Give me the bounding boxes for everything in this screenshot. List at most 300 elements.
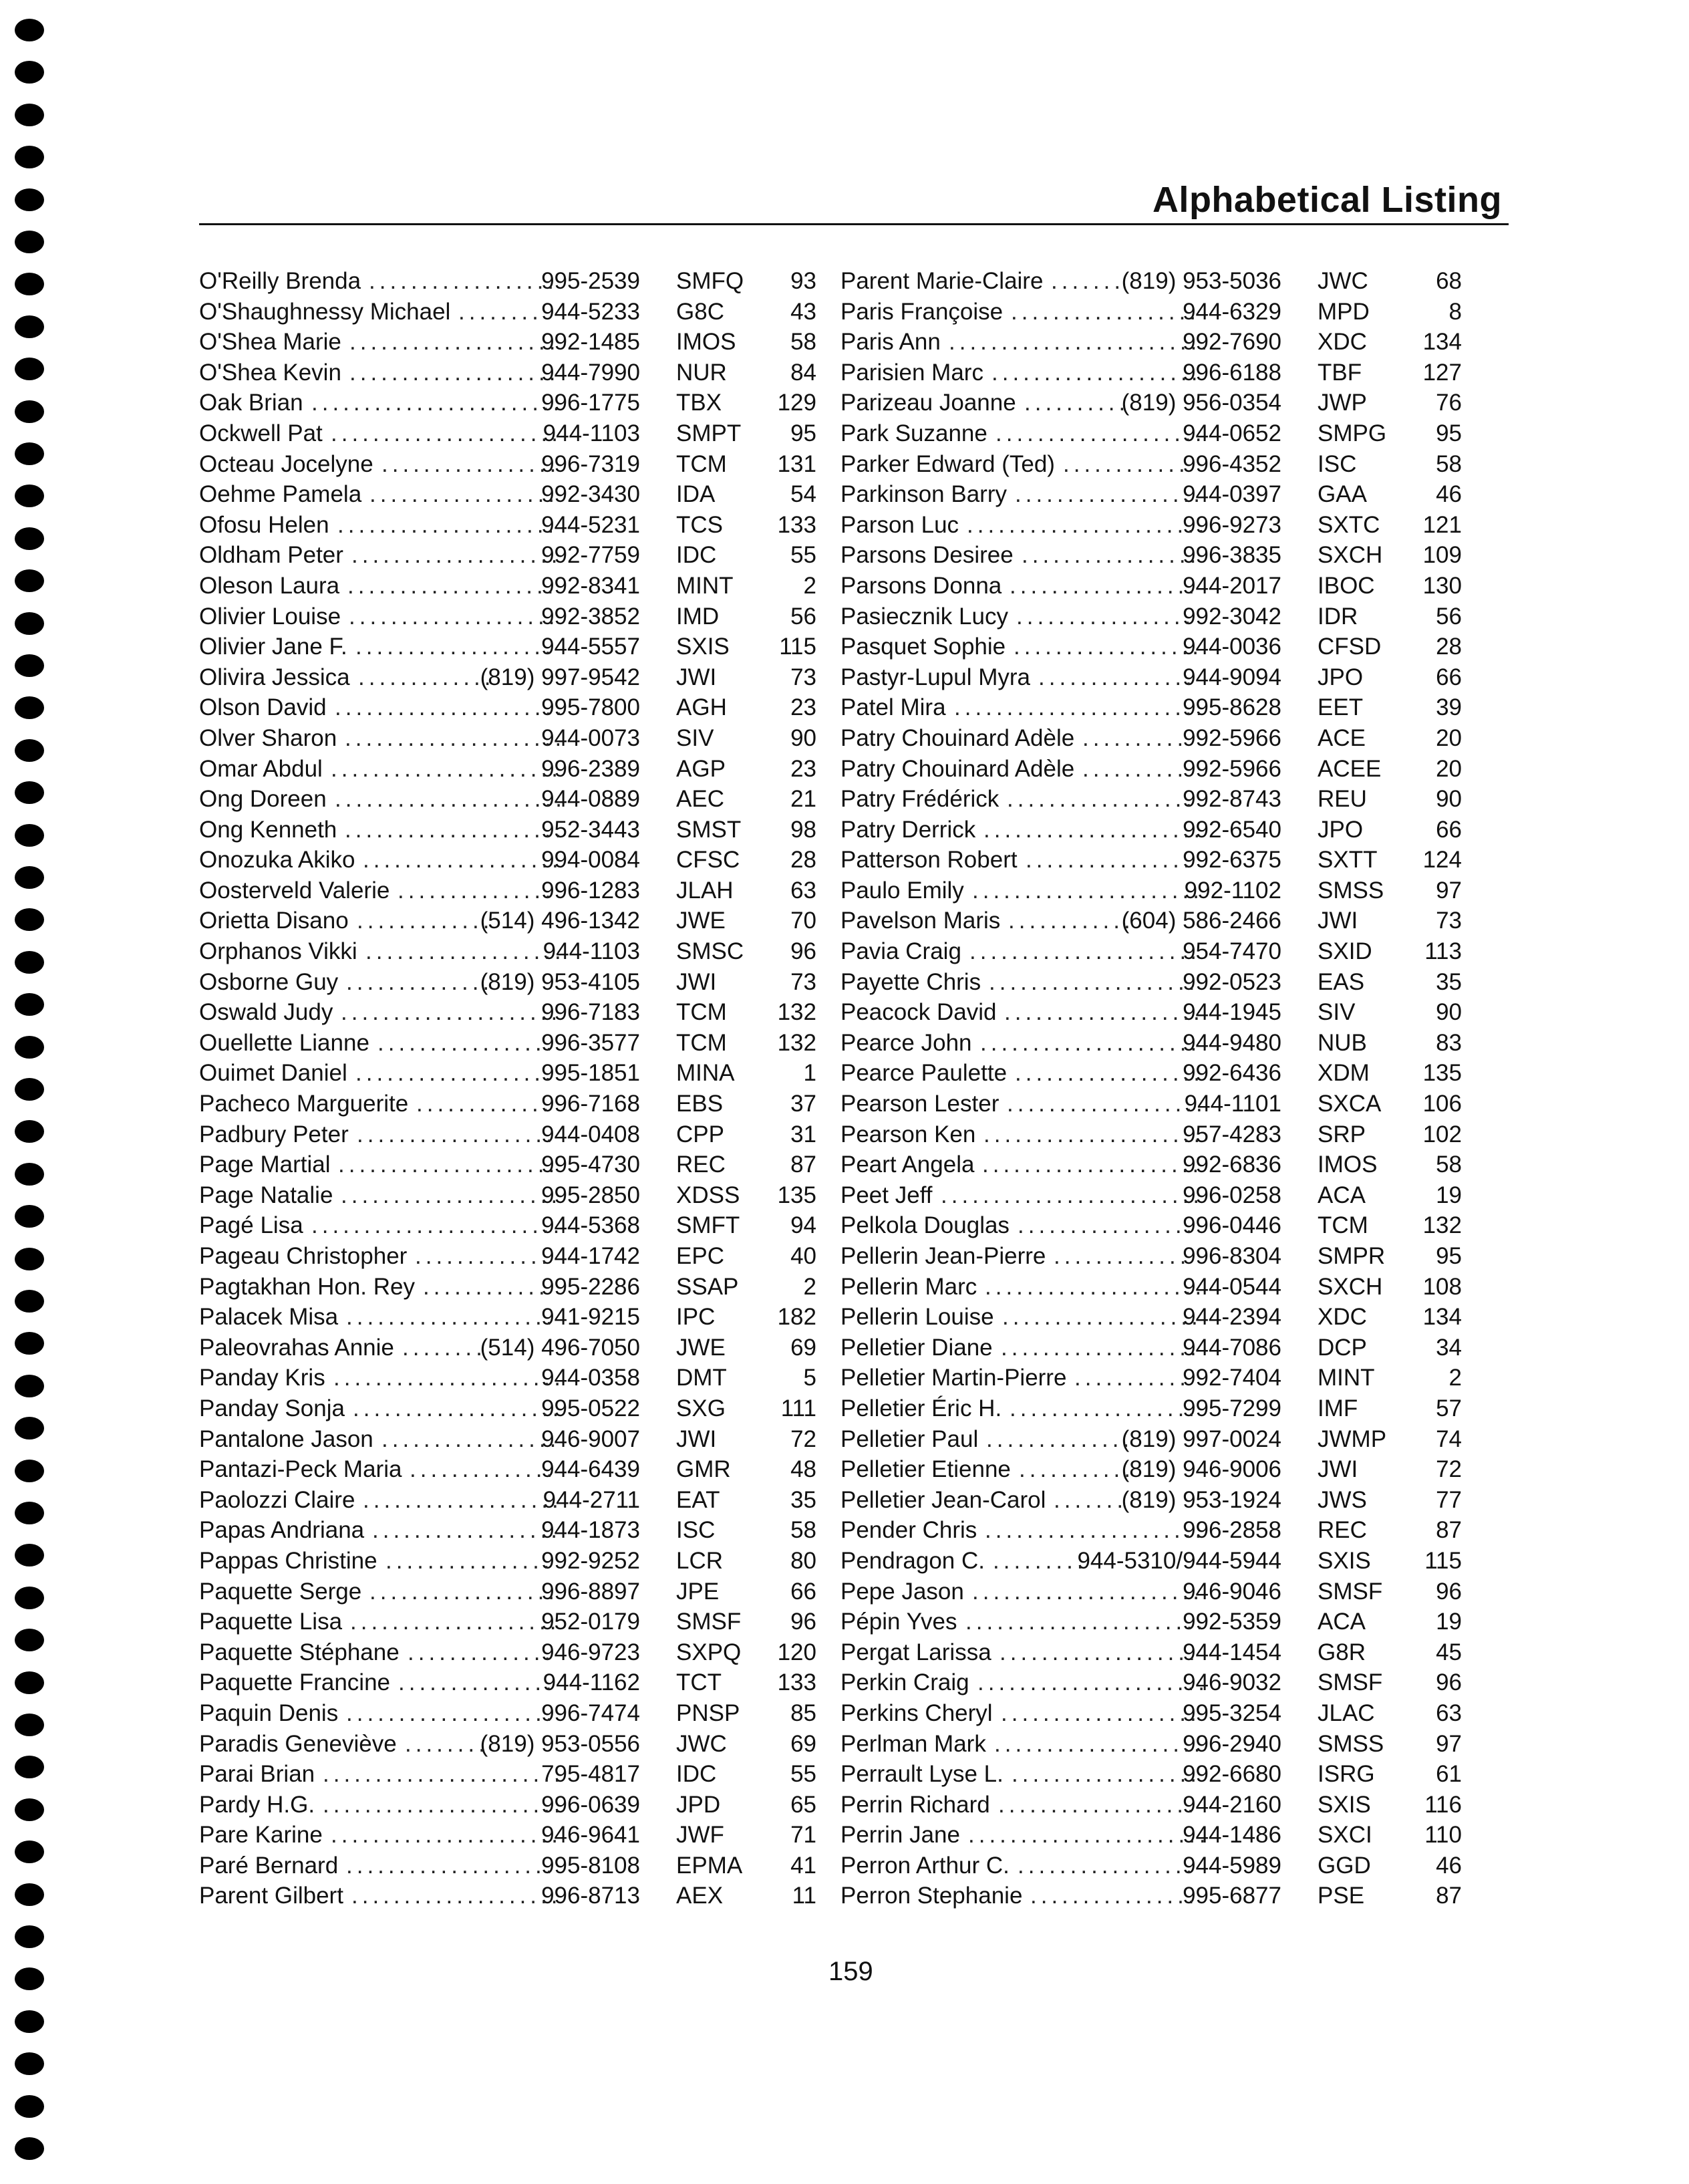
listing-code: REC xyxy=(676,1151,726,1178)
listing-code: REU xyxy=(1318,786,1367,813)
listing-room: 2 xyxy=(1448,1365,1462,1391)
listing-phone: 996-2858 xyxy=(1183,1517,1281,1544)
leader-dots: ................. xyxy=(1022,542,1201,569)
listing-room: 23 xyxy=(790,694,816,721)
leader-dots: ..................... xyxy=(985,1517,1206,1544)
listing-code: JWE xyxy=(676,908,726,934)
leader-dots: ................ xyxy=(386,1547,554,1574)
leader-dots: .................... xyxy=(351,1883,562,1909)
leader-dots: .................. xyxy=(1007,786,1197,813)
listing-name: Parent Marie-Claire xyxy=(840,268,1044,294)
listing-phone: 944-1101 xyxy=(1184,1091,1281,1117)
listing-room: 66 xyxy=(790,1578,816,1605)
listing-row xyxy=(199,845,816,875)
leader-dots: ........................ xyxy=(954,694,1207,721)
listing-code: JWF xyxy=(676,1822,724,1849)
leader-dots: ....................... xyxy=(965,1609,1207,1635)
listing-code: PNSP xyxy=(676,1699,740,1726)
listing-name: O'Reilly Brenda xyxy=(199,268,361,294)
listing-row xyxy=(199,1333,816,1363)
listing-room: 97 xyxy=(1436,877,1462,904)
listing-row xyxy=(199,784,816,815)
listing-code: AGH xyxy=(676,694,727,721)
listing-code: ACA xyxy=(1318,1182,1366,1208)
listing-phone: 944-2017 xyxy=(1183,572,1281,599)
binding-hole xyxy=(15,951,44,974)
leader-dots: ................ xyxy=(1026,847,1194,873)
listing-row xyxy=(199,875,816,906)
listing-row xyxy=(840,1028,1462,1059)
listing-code: ISC xyxy=(676,1517,716,1544)
listing-name: Oosterveld Valerie xyxy=(199,877,390,904)
listing-room: 85 xyxy=(790,1699,816,1726)
listing-phone: 946-9723 xyxy=(541,1639,640,1665)
listing-row xyxy=(199,1820,816,1851)
listing-room: 56 xyxy=(1436,603,1462,630)
listing-name: Paquette Francine xyxy=(199,1669,391,1696)
listing-row xyxy=(840,1454,1462,1485)
listing-row xyxy=(199,601,816,632)
listing-room: 132 xyxy=(777,1029,816,1056)
leader-dots: ................... xyxy=(363,847,563,873)
listing-room: 73 xyxy=(790,968,816,995)
listing-phone: 996-3835 xyxy=(1183,542,1281,569)
listing-code: SMFT xyxy=(676,1212,740,1239)
listing-name: Panday Kris xyxy=(199,1365,325,1391)
listing-name: Perkins Cheryl xyxy=(840,1699,993,1726)
listing-room: 95 xyxy=(1436,420,1462,446)
leader-dots: ................... xyxy=(363,1486,563,1513)
listing-row xyxy=(199,1058,816,1089)
listing-room: 90 xyxy=(790,724,816,751)
listing-room: 80 xyxy=(790,1547,816,1574)
listing-row xyxy=(199,1363,816,1393)
leader-dots: ..................... xyxy=(980,1029,1201,1056)
listing-row xyxy=(840,1577,1462,1607)
listing-code: JPE xyxy=(676,1578,720,1605)
listing-phone: 992-7404 xyxy=(1183,1365,1281,1391)
listing-room: 37 xyxy=(790,1091,816,1117)
leader-dots: .................... xyxy=(346,1852,557,1879)
listing-code: JWS xyxy=(1318,1486,1367,1513)
listing-room: 95 xyxy=(1436,1243,1462,1269)
listing-room: 34 xyxy=(1436,1334,1462,1361)
binding-hole xyxy=(15,1967,44,1990)
listing-name: Parson Luc xyxy=(840,511,959,538)
listing-code: JWI xyxy=(676,664,717,690)
listing-name: Parsons Donna xyxy=(840,572,1002,599)
listing-room: 46 xyxy=(1436,1852,1462,1879)
leader-dots: ..................... xyxy=(982,1151,1203,1178)
listing-name: Pelletier Etienne xyxy=(840,1456,1011,1483)
listing-row xyxy=(840,297,1462,327)
listing-name: Pagtakhan Hon. Rey xyxy=(199,1273,415,1300)
leader-dots: ..................... xyxy=(345,816,566,843)
listing-name: Olivier Jane F. xyxy=(199,634,347,660)
binding-hole xyxy=(15,1417,44,1440)
listing-name: O'Shea Kevin xyxy=(199,359,341,386)
binding-hole xyxy=(15,315,44,338)
leader-dots: ...................... xyxy=(972,1578,1203,1605)
listing-row xyxy=(840,601,1462,632)
listing-name: Pender Chris xyxy=(840,1517,977,1544)
listing-room: 66 xyxy=(1436,664,1462,690)
listing-name: Pepe Jason xyxy=(840,1578,964,1605)
listing-room: 97 xyxy=(1436,1730,1462,1757)
binding-hole xyxy=(15,485,44,507)
listing-phone: 996-0639 xyxy=(541,1791,640,1818)
listing-room: 11 xyxy=(792,1883,816,1909)
leader-dots: ............. xyxy=(358,664,495,690)
leader-dots: ................... xyxy=(355,1060,555,1087)
listing-name: Parisien Marc xyxy=(840,359,983,386)
leader-dots: .................... xyxy=(991,359,1202,386)
listing-name: Peart Angela xyxy=(840,1151,975,1178)
listing-row xyxy=(840,632,1462,662)
listing-room: 90 xyxy=(1436,786,1462,813)
listing-phone: (819) 953-5036 xyxy=(1121,268,1281,294)
listing-row xyxy=(199,1637,816,1668)
listing-phone: 992-7690 xyxy=(1183,329,1281,356)
listing-name: Omar Abdul xyxy=(199,755,323,782)
listing-room: 73 xyxy=(790,664,816,690)
listing-room: 129 xyxy=(777,390,816,416)
binding-hole xyxy=(15,1290,44,1313)
listing-phone: 996-7183 xyxy=(541,999,640,1026)
listing-room: 58 xyxy=(1436,450,1462,477)
listing-code: NUB xyxy=(1318,1029,1367,1056)
binding-hole xyxy=(15,1332,44,1355)
listing-row xyxy=(840,1698,1462,1729)
leader-dots: ................. xyxy=(381,450,561,477)
listing-name: Paulo Emily xyxy=(840,877,964,904)
leader-dots: .................. xyxy=(1015,1060,1205,1087)
listing-phone: 795-4817 xyxy=(541,1761,640,1788)
listing-row xyxy=(199,906,816,936)
listing-phone: 944-1103 xyxy=(543,420,640,446)
listing-code: JWI xyxy=(1318,1456,1358,1483)
listing-code: SXIS xyxy=(676,634,730,660)
listing-name: Patry Frédérick xyxy=(840,786,1000,813)
listing-code: SXCA xyxy=(1318,1091,1382,1117)
listing-room: 58 xyxy=(790,329,816,356)
listing-room: 55 xyxy=(790,1761,816,1788)
leader-dots: ...................... xyxy=(972,877,1203,904)
listing-row xyxy=(840,1485,1462,1516)
listing-phone: 995-3254 xyxy=(1183,1699,1281,1726)
listing-phone: (819) 956-0354 xyxy=(1121,390,1281,416)
listing-phone: 995-7299 xyxy=(1183,1395,1281,1421)
listing-room: 83 xyxy=(1436,1029,1462,1056)
listing-code: SXCI xyxy=(1318,1822,1372,1849)
leader-dots: ................. xyxy=(377,1029,557,1056)
listing-code: SXCH xyxy=(1318,542,1383,569)
listing-phone: 944-0408 xyxy=(541,1121,640,1147)
listing-room: 108 xyxy=(1422,1273,1462,1300)
listing-column-left xyxy=(199,266,816,1911)
listing-phone: (604) 586-2466 xyxy=(1121,908,1281,934)
listing-room: 66 xyxy=(1436,816,1462,843)
listing-room: 113 xyxy=(1424,938,1462,965)
listing-name: Perrin Jane xyxy=(840,1822,960,1849)
leader-dots: ................... xyxy=(1000,1639,1199,1665)
binding-hole xyxy=(15,146,44,168)
listing-phone: 944-1103 xyxy=(543,938,640,965)
listing-phone: 992-6375 xyxy=(1183,847,1281,873)
leader-dots: .............. xyxy=(346,968,494,995)
listing-row xyxy=(199,754,816,785)
listing-phone: (514) 496-7050 xyxy=(480,1334,640,1361)
listing-room: 48 xyxy=(790,1456,816,1483)
listing-room: 87 xyxy=(1436,1883,1462,1909)
listing-name: Paris Ann xyxy=(840,329,941,356)
binding-hole xyxy=(15,61,44,84)
listing-name: Paleovrahas Annie xyxy=(199,1334,394,1361)
listing-phone: 996-2940 xyxy=(1183,1730,1281,1757)
listing-row xyxy=(199,815,816,845)
listing-room: 54 xyxy=(790,481,816,508)
listing-code: ACA xyxy=(1318,1609,1366,1635)
listing-phone: 957-4283 xyxy=(1183,1121,1281,1147)
listing-room: 84 xyxy=(790,359,816,386)
listing-code: TCM xyxy=(676,450,727,477)
listing-room: 58 xyxy=(1436,1151,1462,1178)
listing-name: Pavelson Maris xyxy=(840,908,1001,934)
listing-room: 5 xyxy=(803,1365,816,1391)
listing-name: Parizeau Joanne xyxy=(840,390,1016,416)
leader-dots: .......... xyxy=(1024,390,1130,416)
binding-hole xyxy=(15,696,44,719)
listing-row xyxy=(199,388,816,418)
page-title: Alphabetical Listing xyxy=(1152,180,1502,220)
listing-phone: (819) 953-0556 xyxy=(480,1730,640,1757)
listing-code: NUR xyxy=(676,359,727,386)
leader-dots: ..................... xyxy=(341,999,562,1026)
listing-name: Pelletier Jean-Carol xyxy=(840,1486,1046,1513)
listing-name: Pellerin Marc xyxy=(840,1273,977,1300)
listing-row xyxy=(840,1424,1462,1455)
listing-code: REC xyxy=(1318,1517,1367,1544)
listing-row xyxy=(199,571,816,601)
listing-code: GAA xyxy=(1318,481,1367,508)
listing-name: Pearson Ken xyxy=(840,1121,976,1147)
leader-dots: .................. xyxy=(1015,481,1205,508)
listing-code: LCR xyxy=(676,1547,724,1574)
listing-code: DCP xyxy=(1318,1334,1367,1361)
listing-row xyxy=(199,1851,816,1881)
binding-hole xyxy=(15,781,44,804)
binding-hole xyxy=(15,1036,44,1059)
listing-phone: 944-5557 xyxy=(541,634,640,660)
listing-code: JWC xyxy=(676,1730,727,1757)
leader-dots: ..................... xyxy=(983,1121,1205,1147)
listing-code: TCM xyxy=(676,999,727,1026)
binding-hole xyxy=(15,612,44,635)
leader-dots: ...................... xyxy=(331,755,562,782)
listing-code: EAT xyxy=(676,1486,720,1513)
listing-name: Paquette Stéphane xyxy=(199,1639,400,1665)
listing-name: Pastyr-Lupul Myra xyxy=(840,664,1030,690)
listing-phone: 944-2160 xyxy=(1183,1791,1281,1818)
listing-row xyxy=(840,997,1462,1028)
listing-phone: 944-1486 xyxy=(1183,1822,1281,1849)
listing-row xyxy=(199,479,816,510)
binding-hole xyxy=(15,1502,44,1524)
listing-code: SXIS xyxy=(1318,1547,1371,1574)
listing-row xyxy=(840,1729,1462,1760)
listing-code: ACE xyxy=(1318,724,1366,751)
listing-row xyxy=(199,1515,816,1546)
listing-name: Park Suzanne xyxy=(840,420,987,446)
listing-row xyxy=(840,1058,1462,1089)
listing-name: O'Shaughnessy Michael xyxy=(199,298,451,325)
listing-code: ISC xyxy=(1318,450,1357,477)
listing-row xyxy=(199,1454,816,1485)
leader-dots: ................... xyxy=(1001,1699,1201,1726)
leader-dots: ................ xyxy=(1030,1883,1199,1909)
listing-row xyxy=(840,418,1462,449)
listing-phone: 996-1775 xyxy=(541,390,640,416)
listing-room: 69 xyxy=(790,1334,816,1361)
listing-room: 61 xyxy=(1436,1761,1462,1788)
listing-row xyxy=(840,723,1462,754)
listing-row xyxy=(199,1759,816,1790)
listing-phone: 992-0523 xyxy=(1183,968,1281,995)
listing-name: Oleson Laura xyxy=(199,572,340,599)
binding-hole xyxy=(15,273,44,295)
listing-row xyxy=(199,1180,816,1211)
leader-dots: ........................ xyxy=(311,1212,564,1239)
leader-dots: ................... xyxy=(357,1121,557,1147)
binding-hole xyxy=(15,1587,44,1609)
listing-code: SMSC xyxy=(676,938,744,965)
listing-code: IDC xyxy=(676,542,717,569)
listing-name: Patel Mira xyxy=(840,694,946,721)
listing-phone: 996-7319 xyxy=(541,450,640,477)
listing-name: Paolozzi Claire xyxy=(199,1486,355,1513)
leader-dots: ...................... xyxy=(331,1822,562,1849)
listing-code: MINA xyxy=(676,1060,735,1087)
listing-room: 96 xyxy=(790,938,816,965)
listing-name: Pearce John xyxy=(840,1029,972,1056)
listing-phone: 996-4352 xyxy=(1183,450,1281,477)
listing-name: Parent Gilbert xyxy=(199,1883,343,1909)
leader-dots: .................... xyxy=(351,542,562,569)
listing-phone: 995-7800 xyxy=(541,694,640,721)
listing-name: Oswald Judy xyxy=(199,999,333,1026)
listing-phone: (819) 953-4105 xyxy=(480,968,640,995)
listing-row xyxy=(840,1272,1462,1303)
listing-phone: 994-0084 xyxy=(541,847,640,873)
leader-dots: ...................... xyxy=(335,694,566,721)
leader-dots: .................... xyxy=(349,329,560,356)
leader-dots: .................. xyxy=(372,1517,562,1544)
listing-row xyxy=(199,1546,816,1577)
leader-dots: .................. xyxy=(1012,1761,1201,1788)
listing-row xyxy=(840,692,1462,723)
binding-hole xyxy=(15,1163,44,1186)
listing-code: PSE xyxy=(1318,1883,1365,1909)
leader-dots: ........................ xyxy=(311,390,564,416)
listing-code: TCM xyxy=(1318,1212,1368,1239)
listing-phone: 944-1454 xyxy=(1183,1639,1281,1665)
leader-dots: ............... xyxy=(1038,664,1196,690)
listing-row xyxy=(840,1515,1462,1546)
listing-room: 57 xyxy=(1436,1395,1462,1421)
leader-dots: .................... xyxy=(346,1304,557,1331)
listing-name: Olver Sharon xyxy=(199,724,337,751)
listing-code: SRP xyxy=(1318,1121,1366,1147)
binding-hole xyxy=(15,654,44,677)
listing-row xyxy=(840,845,1462,875)
listing-room: 71 xyxy=(790,1822,816,1849)
listing-room: 135 xyxy=(1422,1060,1462,1087)
listing-row xyxy=(199,1881,816,1911)
listing-name: Ong Kenneth xyxy=(199,816,337,843)
listing-name: Padbury Peter xyxy=(199,1121,349,1147)
listing-room: 93 xyxy=(790,268,816,294)
listing-room: 124 xyxy=(1422,847,1462,873)
listing-phone: 995-8108 xyxy=(541,1852,640,1879)
leader-dots: ....... xyxy=(1054,1486,1128,1513)
listing-name: Patry Chouinard Adèle xyxy=(840,724,1075,751)
listing-name: Patry Chouinard Adèle xyxy=(840,755,1075,782)
listing-name: Parai Brian xyxy=(199,1761,315,1788)
listing-row xyxy=(840,327,1462,358)
leader-dots: ............ xyxy=(423,1273,549,1300)
leader-dots: .................. xyxy=(1010,1395,1199,1421)
listing-row xyxy=(840,662,1462,693)
listing-row xyxy=(840,1820,1462,1851)
listing-name: Payette Chris xyxy=(840,968,981,995)
listing-row xyxy=(199,723,816,754)
binding-hole xyxy=(15,1120,44,1143)
listing-code: JWI xyxy=(676,968,717,995)
listing-room: 63 xyxy=(790,877,816,904)
listing-code: TCM xyxy=(676,1029,727,1056)
listing-row xyxy=(199,1149,816,1180)
listing-row xyxy=(199,1302,816,1333)
listing-phone: 996-3577 xyxy=(541,1029,640,1056)
listing-phone: 996-9273 xyxy=(1183,511,1281,538)
listing-code: SMSS xyxy=(1318,1730,1384,1757)
leader-dots: ................. xyxy=(1016,603,1195,630)
listing-room: 134 xyxy=(1422,329,1462,356)
listing-phone: 995-2850 xyxy=(541,1182,640,1208)
listing-row xyxy=(840,1333,1462,1363)
listing-phone: 992-6836 xyxy=(1183,1151,1281,1178)
listing-room: 94 xyxy=(790,1212,816,1239)
leader-dots: ................... xyxy=(1004,999,1204,1026)
leader-dots: .................... xyxy=(349,603,559,630)
listing-phone: (514) 496-1342 xyxy=(480,908,640,934)
listing-room: 95 xyxy=(790,420,816,446)
leader-dots: .................... xyxy=(353,1395,563,1421)
listing-row xyxy=(199,662,816,693)
listing-row xyxy=(199,358,816,388)
leader-dots: ............ xyxy=(1008,908,1134,934)
listing-room: 96 xyxy=(1436,1669,1462,1696)
listing-row xyxy=(840,1607,1462,1637)
listing-room: 23 xyxy=(790,755,816,782)
listing-row xyxy=(840,1363,1462,1393)
listing-room: 68 xyxy=(1436,268,1462,294)
listing-name: Pappas Christine xyxy=(199,1547,377,1574)
listing-phone: 992-3042 xyxy=(1183,603,1281,630)
listing-row xyxy=(199,1272,816,1303)
listing-room: 72 xyxy=(790,1425,816,1452)
listing-name: Perrault Lyse L. xyxy=(840,1761,1004,1788)
